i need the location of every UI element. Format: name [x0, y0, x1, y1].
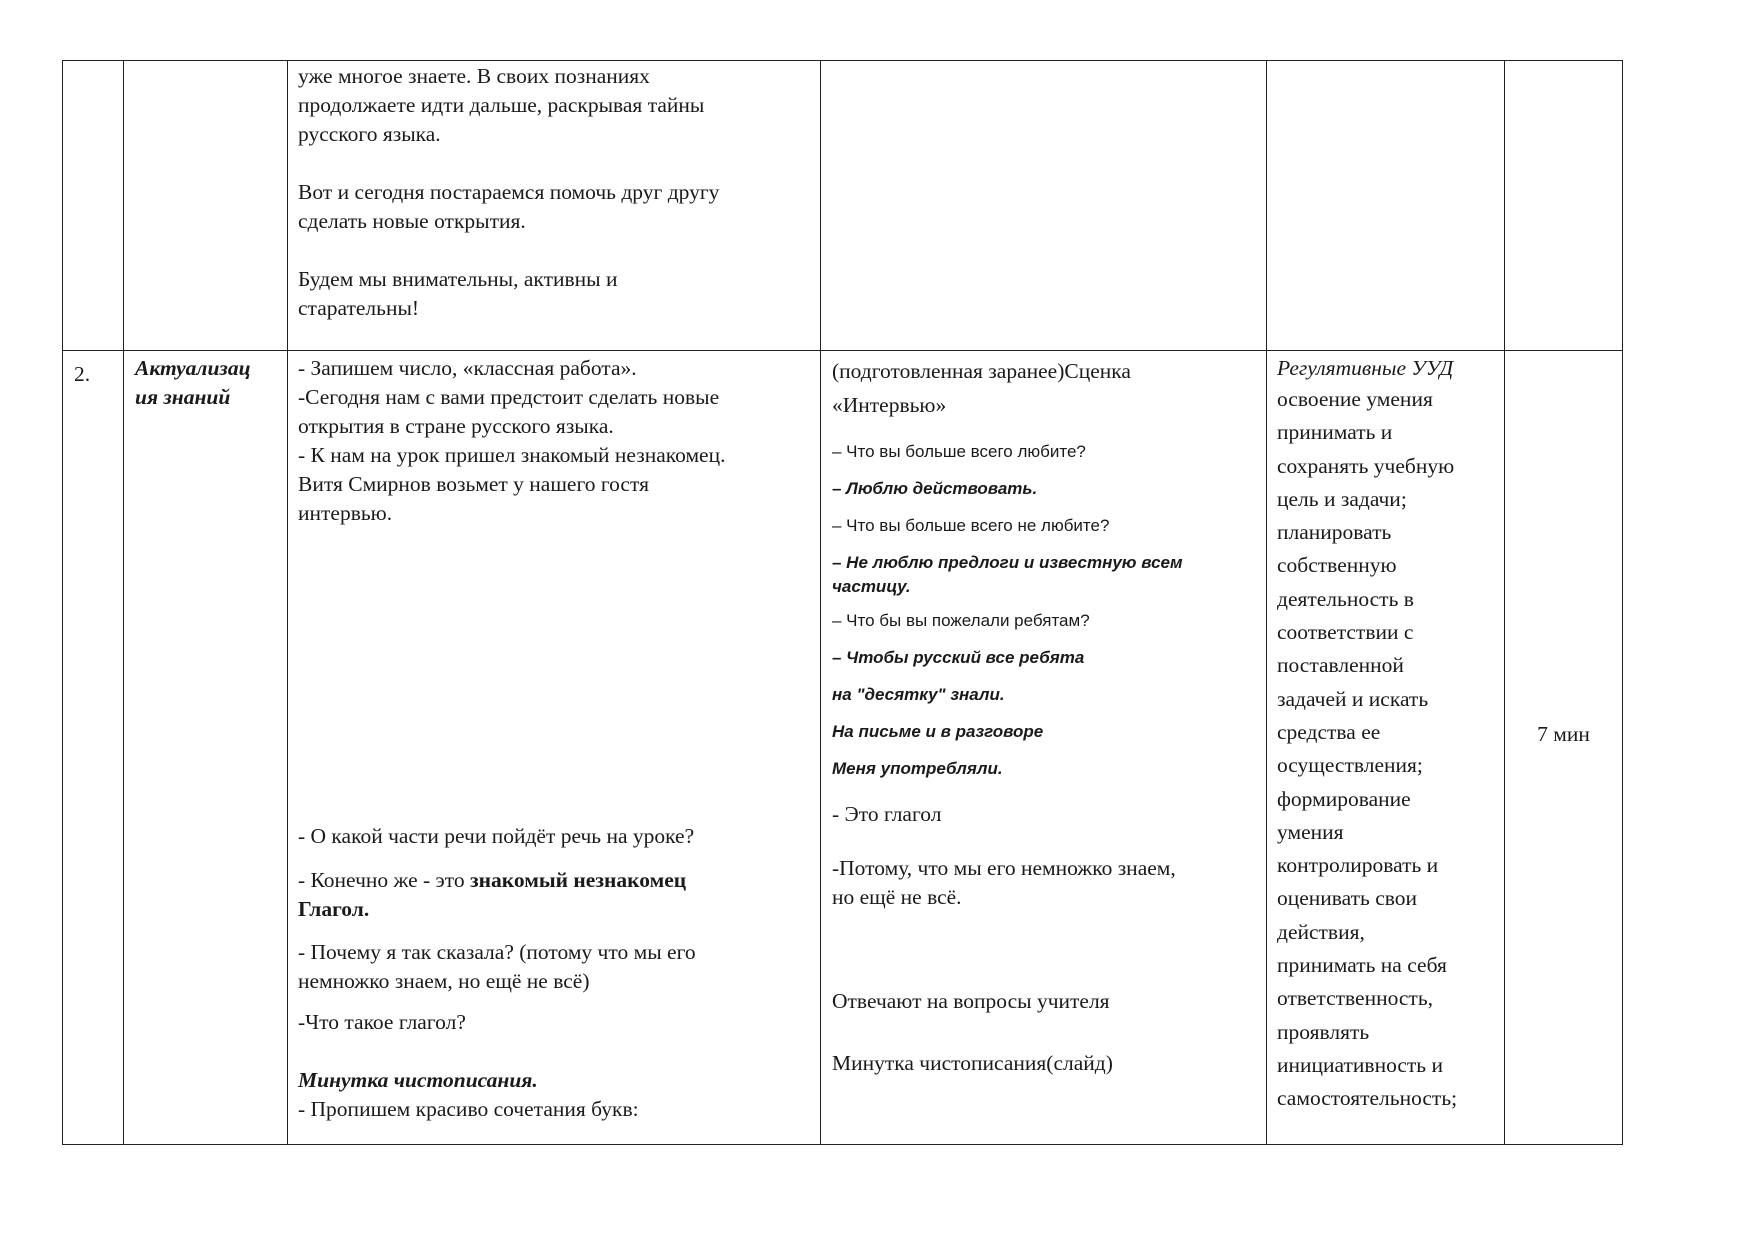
col-divider-3: [820, 60, 821, 1145]
time-value: 7 мин: [1537, 722, 1590, 746]
col-divider-5: [1504, 60, 1505, 1145]
uud-line: ответственность,: [1277, 986, 1434, 1011]
teacher-last-line: - Пропишем красиво сочетания букв:: [298, 1097, 639, 1121]
table-left-border: [62, 60, 63, 1145]
uud-line: соответствии с: [1277, 620, 1414, 645]
text-line: продолжаете идти дальше, раскрывая тайны: [298, 93, 705, 117]
text-line: - Запишем число, «классная работа».: [298, 356, 637, 380]
interview-line: – Что вы больше всего любите?: [832, 442, 1086, 461]
teacher-verb-statement: [298, 866, 818, 924]
interview-line: На письме и в разговоре: [832, 722, 1044, 741]
teacher-top-text: [298, 354, 818, 528]
uud-line: проявлять: [1277, 1019, 1370, 1044]
student-minutka: Минутка чистописания(слайд): [832, 1051, 1113, 1075]
student-verb-answer: - Это глагол: [832, 802, 942, 826]
row-divider: [62, 350, 1623, 351]
teacher-why-question: [298, 938, 818, 996]
interview-line: – Люблю действовать.: [832, 479, 1038, 498]
uud-line: задачей и искать: [1277, 686, 1429, 711]
text-line: - Почему я так сказала? (потому что мы его: [298, 940, 696, 964]
stage-line: ия знаний: [135, 385, 231, 409]
interview-dialog: [832, 433, 1262, 787]
uud-line: формирование: [1277, 786, 1411, 811]
text-line: но ещё не всё.: [832, 885, 962, 909]
uud-line: самостоятельность;: [1277, 1086, 1458, 1111]
uud-line: принимать на себя: [1277, 953, 1447, 978]
uud-line: поставленной: [1277, 653, 1404, 678]
uud-line: цель и задачи;: [1277, 486, 1407, 511]
text-line: Будем мы внимательны, активны и: [298, 267, 618, 291]
text-line: интервью.: [298, 501, 393, 525]
stage-name: [135, 354, 285, 412]
student-because: [832, 854, 1262, 912]
row1-teacher-text: [298, 62, 813, 323]
text-line: -Сегодня нам с вами предстоит сделать новые: [298, 385, 720, 409]
text-line: старательны!: [298, 296, 420, 320]
row-number: 2.: [74, 362, 91, 386]
teacher-question-part-of-speech: - О какой части речи пойдёт речь на уроке?: [298, 824, 695, 848]
interview-line: на "десятку" знали.: [832, 685, 1005, 704]
teacher-what-is-verb: -Что такое глагол?: [298, 1010, 466, 1034]
uud-list: [1277, 383, 1502, 1116]
student-answer: Отвечают на вопросы учителя: [832, 989, 1110, 1013]
text-line: Витя Смирнов возьмет у нашего гостя: [298, 472, 649, 496]
col-divider-2: [287, 60, 288, 1145]
text-line: немножко знаем, но ещё не всё): [298, 969, 590, 993]
col-divider-1: [123, 60, 124, 1145]
text-line: уже многое знаете. В своих познаниях: [298, 64, 650, 88]
interview-line: – Что вы больше всего не любите?: [832, 516, 1110, 535]
interview-line: – Не люблю предлоги и известную всем: [832, 553, 1183, 572]
text-line: -Потому, что мы его немножко знаем,: [832, 856, 1176, 880]
statement-bold-line2: Глагол.: [298, 897, 370, 921]
uud-title: Регулятивные УУД: [1277, 356, 1454, 380]
col-divider-4: [1266, 60, 1267, 1145]
uud-line: собственную: [1277, 553, 1397, 578]
uud-line: контролировать и: [1277, 853, 1439, 878]
statement-bold: знакомый незнакомец: [470, 868, 687, 892]
uud-line: инициативность и: [1277, 1052, 1443, 1077]
uud-line: умения: [1277, 819, 1344, 844]
text-line: Вот и сегодня постараемся помочь друг другу: [298, 180, 720, 204]
uud-line: принимать и: [1277, 420, 1393, 445]
uud-line: сохранять учебную: [1277, 453, 1455, 478]
statement-prefix: - Конечно же - это: [298, 868, 470, 892]
student-intro: [832, 354, 1262, 422]
interview-line: – Что бы вы пожелали ребятам?: [832, 611, 1090, 630]
text-line: сделать новые открытия.: [298, 209, 526, 233]
uud-line: деятельность в: [1277, 586, 1414, 611]
uud-column: [1277, 354, 1502, 1116]
text-line: - К нам на урок пришел знакомый незнакомец.: [298, 443, 726, 467]
stage-line: Актуализац: [135, 356, 251, 380]
text-line: русского языка.: [298, 122, 441, 146]
text-line: открытия в стране русского языка.: [298, 414, 614, 438]
uud-line: действия,: [1277, 919, 1365, 944]
table-top-border: [62, 60, 1623, 61]
uud-line: средства ее: [1277, 719, 1381, 744]
uud-line: планировать: [1277, 520, 1392, 545]
teacher-minutka-title: Минутка чистописания.: [298, 1068, 538, 1092]
interview-line: Меня употребляли.: [832, 759, 1003, 778]
uud-line: освоение умения: [1277, 387, 1433, 411]
uud-line: осуществления;: [1277, 753, 1423, 778]
interview-line: – Чтобы русский все ребята: [832, 648, 1085, 667]
text-line: «Интервью»: [832, 393, 947, 417]
text-line: (подготовленная заранее)Сценка: [832, 359, 1131, 383]
uud-line: оценивать свои: [1277, 886, 1418, 911]
table-bottom-border: [62, 1144, 1623, 1145]
table-right-border: [1622, 60, 1623, 1145]
interview-line: частицу.: [832, 577, 911, 596]
